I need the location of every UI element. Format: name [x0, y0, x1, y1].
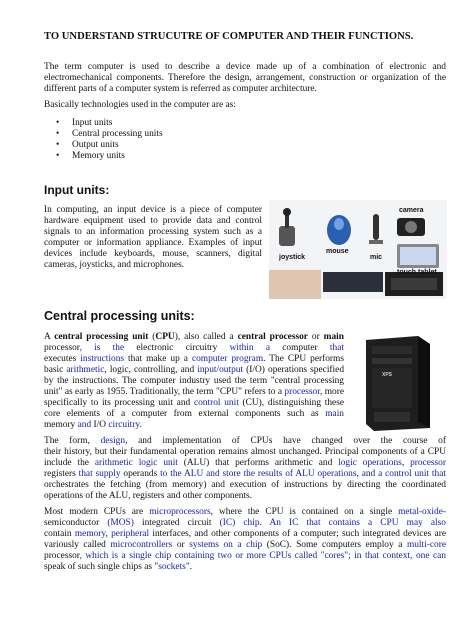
paragraph-line [44, 480, 446, 491]
bold-term: CPU [155, 332, 175, 342]
paragraph-line [44, 518, 446, 529]
text-link[interactable]: processor [284, 387, 320, 397]
text-link[interactable]: to the ALU and store the results of ALU operations, and a control unit that [157, 469, 446, 479]
list-item: • Input units [56, 118, 163, 129]
text-run: integrated circuit [142, 518, 212, 528]
paragraph-line [44, 376, 344, 387]
text-run: ". [185, 562, 193, 572]
cpu-heading: Central processing units: [44, 309, 195, 323]
text-run: (ALU) that performs arithmetic and [177, 458, 339, 468]
cpu-paragraph-1 [44, 332, 344, 431]
text-link[interactable]: control unit [193, 398, 239, 408]
text-run: , more [319, 387, 344, 397]
text-link[interactable]: metal-oxide- [398, 507, 447, 517]
text-run: (CU), distinguishing these [238, 398, 344, 408]
text-run: , [105, 529, 112, 539]
text-run: specifically to its processing unit and [44, 398, 194, 408]
camera-label: camera [399, 207, 424, 214]
text-link[interactable]: memory [74, 529, 106, 539]
text-link[interactable]: microprocessors [149, 507, 211, 517]
text-link[interactable]: that [317, 343, 344, 353]
text-run: core elements of a computer from external components such as [44, 409, 326, 419]
text-link[interactable]: systems on a chip [189, 540, 263, 550]
text-run: speak of such single chips as " [44, 562, 159, 572]
text-run: include the [44, 458, 95, 468]
basic-line: Basically technologies used in the computer are as: [44, 100, 236, 110]
text-link[interactable]: computer program [191, 354, 264, 364]
text-link[interactable]: circuitry. [105, 420, 142, 430]
paragraph-line [44, 447, 446, 458]
text-run: Most modern CPUs are [44, 507, 150, 517]
text-run: by the instructions. The computer industry used the term "central processing [44, 376, 344, 386]
text-link[interactable]: arithmetic [66, 365, 105, 375]
text-run: registers [44, 469, 76, 479]
bold-term: central processor [237, 332, 308, 342]
mic-label: mic [370, 254, 383, 261]
paragraph-line [44, 469, 446, 480]
text-run: processor [44, 551, 80, 561]
text-run: operations of the ALU, registers and other components. [44, 491, 253, 501]
text-run: interfaces, and other components of a computer; such integrated devices are [149, 529, 446, 539]
text-run: semiconductor [44, 518, 100, 528]
text-link[interactable]: , is the [79, 343, 137, 353]
mouse-label: mouse [326, 248, 349, 255]
text-link[interactable]: main [325, 409, 344, 419]
text-run: , logic, controlling, and [104, 365, 198, 375]
text-run: variously called [44, 540, 111, 550]
text-link[interactable]: microcontrollers [110, 540, 173, 550]
text-run: computer [282, 343, 318, 353]
joystick-label: joystick [279, 254, 306, 261]
text-link[interactable]: arithmetic logic unit [94, 458, 178, 468]
paragraph-line [44, 409, 344, 420]
bold-term: central processing unit [54, 332, 149, 342]
paragraph-line [44, 354, 344, 365]
intro-paragraph: The term computer is used to describe a device made up of a combination of electronic and electromechanical components. Therefore the design, arrangement, construction or organization of the different parts of a computer system is referred as computer architecture. [44, 62, 446, 94]
text-run: processor [44, 343, 80, 353]
text-link[interactable]: peripheral [111, 529, 150, 539]
cpu-paragraph-2 [44, 436, 446, 502]
text-run: executes [44, 354, 81, 364]
text-link[interactable]: that supply [75, 469, 124, 479]
text-run: ), also called a [174, 332, 238, 342]
text-run: their history, but their fundamental operation remains almost unchanged. Principal components of a CPU [44, 447, 446, 457]
text-run: . The CPU performs [263, 354, 344, 364]
text-run: memory [44, 420, 76, 430]
touch-tablet-label: touch tablet [397, 269, 437, 276]
technology-list [56, 118, 163, 162]
text-run: or [172, 540, 190, 550]
list-item: • Output units [56, 140, 163, 151]
paragraph-line [44, 551, 446, 562]
paragraph-line [44, 436, 446, 447]
input-units-paragraph: In computing, an input device is a piece of computer hardware equipment used to provide data and control signals to an information processing system such as a computer or information appliance. Examples of input devices include keyboards, mouse, scanners, digital cameras, joysticks, and microphones. [44, 205, 262, 270]
page-title: TO UNDERSTAND STRUCUTRE OF COMPUTER AND THEIR FUNCTIONS. [44, 31, 414, 42]
text-run: basic [44, 365, 67, 375]
bold-term: main [323, 332, 344, 342]
text-link[interactable]: input/output [197, 365, 244, 375]
text-run: I/O [93, 420, 106, 430]
text-run: operands [123, 469, 158, 479]
text-run: electronic circuitry [136, 343, 218, 353]
list-item: • Memory units [56, 151, 163, 162]
paragraph-line [44, 529, 446, 540]
text-run: The form, [44, 436, 101, 446]
text-run: , [401, 458, 411, 468]
paragraph-line [44, 491, 446, 502]
text-link[interactable]: and [75, 420, 94, 430]
cpu-paragraph-3 [44, 507, 446, 573]
text-run: orchestrates the fetching (from memory) and execution of instructions by directing the coordinated [44, 480, 446, 490]
paragraph-line [44, 562, 446, 573]
text-link[interactable]: , which is a single chip containing two or more CPUs called "cores"; in that context, one can [79, 551, 446, 561]
text-link[interactable]: (IC) chip. An IC that contains a CPU may also [211, 518, 446, 528]
paragraph-line [44, 420, 344, 431]
text-link[interactable]: sockets [158, 562, 186, 572]
text-link[interactable]: instructions [80, 354, 125, 364]
text-run: , where the CPU is contained on a single [210, 507, 399, 517]
paragraph-line [44, 365, 344, 376]
text-link[interactable]: processor [410, 458, 446, 468]
text-link[interactable]: multi-core [406, 540, 446, 550]
tower-brand: XPS [382, 372, 393, 378]
paragraph-line [44, 540, 446, 551]
paragraph-line [44, 332, 344, 343]
input-units-heading: Input units: [44, 183, 110, 197]
text-link[interactable]: (MOS) [99, 518, 142, 528]
list-item: • Central processing units [56, 129, 163, 140]
paragraph-line [44, 398, 344, 409]
text-run: , and implementation of CPUs have changed over the course of [125, 436, 446, 446]
text-run: A [44, 332, 55, 342]
paragraph-line [44, 387, 344, 398]
text-run: contain [44, 529, 75, 539]
text-run: (I/O) operations specified [243, 365, 345, 375]
cpu-tower-image [360, 336, 435, 431]
paragraph-line [44, 343, 344, 354]
computer-tower-illustration [360, 336, 435, 431]
paragraph-line [44, 458, 446, 469]
paragraph-line [44, 507, 446, 518]
text-run: or [307, 332, 324, 342]
text-link[interactable]: within a [217, 343, 283, 353]
text-run: that make up a [124, 354, 192, 364]
text-link[interactable]: logic operations [338, 458, 402, 468]
text-run: ( [148, 332, 156, 342]
text-run: unit" as early as 1955. Traditionally, the term "CPU" refers to a [44, 387, 285, 397]
text-run: (SoC). Some computers employ a [262, 540, 407, 550]
input-devices-image [269, 200, 447, 299]
text-link[interactable]: design [100, 436, 126, 446]
